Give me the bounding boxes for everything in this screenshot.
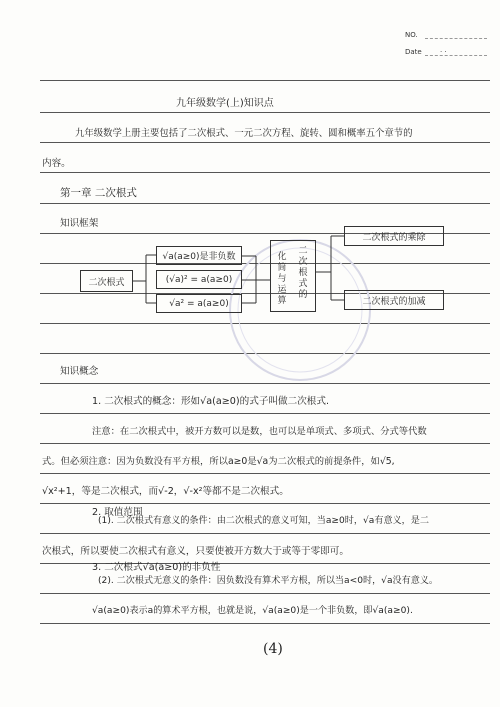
root-box: 二次根式	[80, 270, 133, 292]
concept-item-2-2: (2). 二次根式无意义的条件：因负数没有算术平方根，所以当a<0时，√a没有意义。	[98, 576, 439, 586]
concept-item-1: 1. 二次根式的概念：形如√a(a≥0)的式子叫做二次根式.	[92, 396, 330, 407]
concepts-heading: 知识概念	[60, 366, 99, 377]
output-box-2: 二次根式的加减	[344, 290, 444, 310]
date-value: · ·	[440, 48, 447, 56]
date-label: Date	[405, 48, 422, 56]
concept-item-3: 3. 二次根式√a(a≥0)的非负性	[92, 562, 221, 573]
concept-note-line-2: 式。但必须注意：因为负数没有平方根，所以a≥0是√a为二次根式的前提条件，如√5,	[42, 456, 395, 467]
concept-item-2-1-line-2: 次根式，所以要使二次根式有意义，只要使被开方数大于或等于零即可。	[42, 546, 349, 557]
condition-box-2: (√a)² = a(a≥0)	[156, 270, 242, 289]
output-box-1: 二次根式的乘除	[344, 226, 444, 246]
middle-box-left-text: 化简与运算	[277, 252, 287, 306]
intro-line-1: 九年级数学上册主要包括了二次根式、一元二次方程、旋转、圆和概率五个章节的	[75, 128, 413, 139]
condition-box-1: √a(a≥0)是非负数	[156, 246, 242, 265]
condition-box-3: √a² = a(a≥0)	[156, 294, 242, 313]
no-label: NO.	[405, 31, 418, 39]
concept-item-2-1-line-1: (1). 二次根式有意义的条件：由二次根式的意义可知，当a≥0时，√a有意义，是二	[98, 516, 429, 526]
concept-item-3-body: √a(a≥0)表示a的算术平方根，也就是说，√a(a≥0)是一个非负数，即√a(a≥0).	[92, 606, 413, 616]
framework-heading: 知识框架	[60, 218, 99, 229]
chapter-heading: 第一章 二次根式	[60, 187, 137, 199]
concept-note-line-3: √x²+1，等是二次根式，而√-2，√-x²等都不是二次根式。	[42, 486, 289, 497]
concept-item-2: 2. 取值范围	[92, 507, 143, 518]
concept-note-line-1: 注意：在二次根式中，被开方数可以是数，也可以是单项式、多项式、分式等代数	[92, 426, 427, 437]
page-number: (4)	[263, 641, 283, 657]
page-title: 九年级数学(上)知识点	[176, 98, 274, 109]
intro-line-2: 内容。	[42, 158, 71, 169]
middle-box-right-text: 二次根式的	[298, 246, 308, 300]
